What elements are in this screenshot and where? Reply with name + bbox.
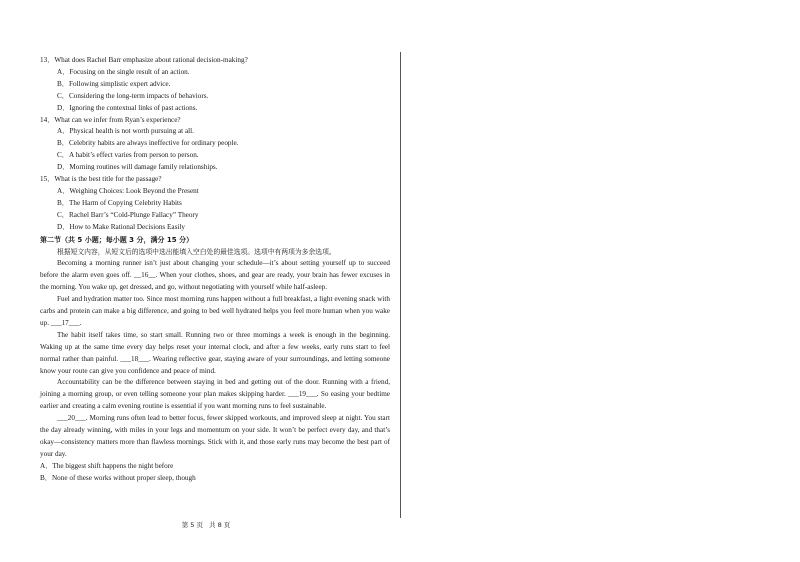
option-a[interactable]: A．Weighing Choices: Look Beyond the Present — [57, 186, 199, 195]
question-stem: 14．What can we infer from Ryan’s experience? — [40, 115, 181, 124]
page-footer — [176, 520, 236, 529]
question-stem: 13．What does Rachel Barr emphasize about rational decision-making? — [40, 56, 248, 64]
option-b[interactable]: B．Celebrity habits are always ineffective for ordinary people. — [57, 139, 239, 148]
passage-paragraph: Fuel and hydration matter too. Since most morning runs happen without a full breakfast, a light evening snack with carbs and protein can make a big difference, and going to bed well hydrated helps you feel more human when you wake up. ___17___. — [40, 295, 390, 327]
left-column — [40, 55, 390, 485]
option-a[interactable]: A．Focusing on the single result of an action. — [57, 67, 190, 76]
option-d[interactable]: D．Ignoring the contextual links of past actions. — [57, 103, 198, 112]
page-number: 第 5 页 — [181, 521, 203, 529]
question-13 — [40, 55, 390, 115]
question-14 — [40, 115, 390, 175]
section-title: 第二节（共 5 小题；每小题 3 分，满分 15 分） — [40, 235, 194, 244]
question-15 — [40, 174, 390, 234]
answer-option-a[interactable]: A．The biggest shift happens the night before — [40, 461, 174, 470]
page-total: 共 8 页 — [209, 521, 231, 529]
column-divider — [400, 52, 401, 518]
option-c[interactable]: C．A habit’s effect varies from person to person. — [57, 151, 199, 160]
option-c[interactable]: C．Rachel Barr’s “Cold-Plunge Fallacy” Theory — [57, 210, 199, 219]
option-d[interactable]: D．How to Make Rational Decisions Easily — [57, 222, 185, 231]
passage-paragraph: Becoming a morning runner isn’t just about changing your schedule—it’s about setting yourself up to succeed before the alarm even goes off. __16__. When your clothes, shoes, and gear are ready, your brain has fewer excuses in the morning. You wake up, get dressed, and go, without negotiating with yourself while half-asleep. — [40, 259, 390, 292]
question-stem: 15．What is the best title for the passage? — [40, 175, 162, 184]
option-b[interactable]: B．The Harm of Copying Celebrity Habits — [57, 198, 182, 207]
passage — [40, 258, 390, 460]
option-c[interactable]: C．Considering the long-term impacts of behaviors. — [57, 91, 209, 100]
option-a[interactable]: A．Physical health is not worth pursuing at all. — [57, 127, 194, 136]
passage-paragraph: Accountability can be the difference between staying in bed and getting out of the door. Running with a friend, joining a morning group, or even telling someone your plan makes skipping harder. ___19___. So easing your bedtime earlier and creating a calm evening routine is essential if you want morning runs to feel sustainable. — [40, 378, 390, 411]
answer-option-b[interactable]: B．None of these works without proper sleep, though — [40, 473, 196, 482]
option-b[interactable]: B．Following simplistic expert advice. — [57, 79, 171, 88]
section-instruction: 根据短文内容，从短文后的选项中选出能填入空白处的最佳选项。选项中有两项为多余选项。 — [57, 247, 336, 256]
passage-paragraph: ___20___. Morning runs often lead to better focus, fewer skipped workouts, and improved sleep at night. You start the day already winning, with miles in your legs and momentum on your side. It won’t be perfect every day, and that’s okay—consistency matters more than flawless mornings. Stick with it, and those early runs may become the best part of your day. — [40, 414, 390, 458]
option-d[interactable]: D．Morning routines will damage family relationships. — [57, 163, 218, 172]
passage-paragraph: The habit itself takes time, so start small. Running two or three mornings a week is enough in the beginning. Waking up at the same time every day helps reset your internal clock, and after a few weeks, early runs start to feel normal rather than painful. ___18___. Wearing reflective gear, staying aware of your surroundings, and letting someone know your route can give you confidence and peace of mind. — [40, 330, 390, 375]
answer-options — [40, 461, 390, 485]
